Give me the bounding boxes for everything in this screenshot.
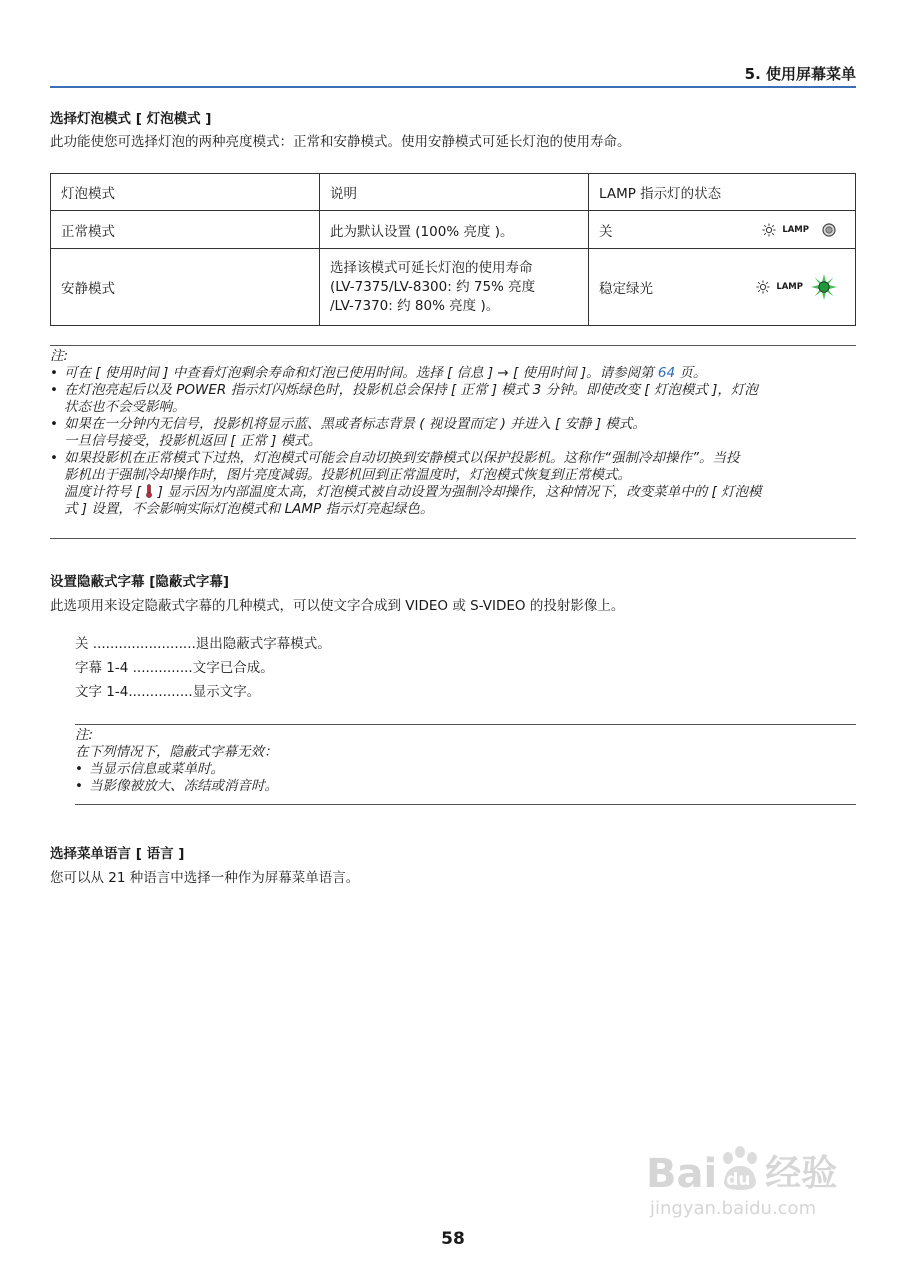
watermark [646, 1150, 837, 1219]
header-cell: 灯泡模式 [51, 174, 320, 211]
lamp-label: LAMP [776, 282, 803, 292]
section-intro-language: 您可以从 21 种语言中选择一种作为屏幕菜单语言。 [50, 870, 360, 886]
table-header-row [51, 174, 856, 211]
status-text: 关 [599, 223, 613, 240]
option-line: 字幕 1-4 ..............文字已合成。 [75, 660, 274, 676]
bullet: • [50, 382, 58, 398]
note-label: 注: [75, 727, 94, 743]
header-cell: 说明 [320, 174, 589, 211]
note-intro: 在下列情况下，隐蔽式字幕无效： [75, 744, 278, 760]
watermark-paw-text: du [726, 1170, 751, 1190]
status-cell [589, 249, 856, 326]
status-cell [589, 211, 856, 249]
section-title-lamp-mode: 选择灯泡模式 [ 灯泡模式 ] [50, 111, 212, 127]
page-number: 58 [441, 1229, 465, 1249]
section-title-closed-caption: 设置隐蔽式字幕 [隐蔽式字幕] [50, 574, 230, 590]
section-title-language: 选择菜单语言 [ 语言 ] [50, 846, 185, 862]
table-row [51, 249, 856, 326]
note-text: 可在 [ 使用时间 ] 中查看灯泡剩余寿命和灯泡已使用时间。选择 [ 信息 ] → [ 使用时间 ]。请参阅第 [64, 365, 658, 381]
list-item [75, 778, 856, 795]
watermark-brand: Bai [646, 1151, 718, 1197]
lamp-mode-table [50, 173, 856, 326]
option-line: 关 ........................退出隐蔽式字幕模式。 [75, 636, 331, 652]
desc-cell: 此为默认设置 (100% 亮度 )。 [320, 211, 589, 249]
bullet: • [50, 450, 58, 466]
list-item [50, 416, 856, 450]
paw-icon [717, 1150, 763, 1194]
note-line: 如果投影机在正常模式下过热，灯泡模式可能会自动切换到安静模式以保护投影机。这称作“强制冷却操作”。当投 [64, 450, 740, 466]
desc-cell [320, 249, 589, 326]
note-line: 式 ] 设置，不会影响实际灯泡模式和 LAMP 指示灯亮起绿色。 [64, 501, 434, 517]
note-label: 注: [50, 348, 69, 364]
bullet: • [75, 778, 83, 794]
desc-line: 选择该模式可延长灯泡的使用寿命 [330, 259, 533, 276]
status-text: 稳定绿光 [599, 281, 653, 297]
sun-icon [756, 280, 770, 294]
note-line: 如果在一分钟内无信号，投影机将显示蓝、黑或者标志背景 ( 视设置而定 ) 并进入 [ 安静 ] 模式。 [64, 416, 646, 432]
note-line [64, 484, 856, 501]
lamp-off-indicator-icon [821, 222, 837, 238]
note-box-lamp-mode [50, 345, 856, 539]
option-line: 文字 1-4...............显示文字。 [75, 684, 261, 700]
sun-icon [762, 223, 776, 237]
list-item [75, 761, 856, 778]
list-item [50, 450, 856, 518]
page-link[interactable]: 64 [657, 365, 676, 381]
bullet: • [50, 416, 58, 432]
lamp-label: LAMP [782, 224, 809, 235]
bullet: • [75, 761, 83, 777]
note-text: 页。 [675, 365, 707, 381]
section-intro-closed-caption: 此选项用来设定隐蔽式字幕的几种模式，可以使文字合成到 VIDEO 或 S-VIDEO 的投射影像上。 [50, 598, 625, 614]
header-cell: LAMP 指示灯的状态 [589, 174, 856, 211]
note-box-closed-caption [75, 724, 856, 805]
note-text: 温度计符号 [ [64, 484, 146, 500]
watermark-url: jingyan.baidu.com [650, 1198, 817, 1219]
note-line: 在灯泡亮起后以及 POWER 指示灯闪烁绿色时，投影机总会保持 [ 正常 ] 模式 3 分钟。即使改变 [ 灯泡模式 ]，灯泡 [64, 382, 758, 398]
note-line: 一旦信号接受，投影机返回 [ 正常 ] 模式。 [64, 433, 322, 449]
watermark-cn: 经验 [765, 1153, 838, 1194]
chapter-header: 5. 使用屏幕菜单 [50, 62, 856, 88]
mode-cell: 安静模式 [51, 249, 320, 326]
list-item [50, 365, 856, 382]
lamp-green-indicator-icon [811, 274, 837, 300]
section-intro-lamp-mode: 此功能使您可选择灯泡的两种亮度模式：正常和安静模式。使用安静模式可延长灯泡的使用寿命。 [50, 134, 631, 150]
note-text: 当影像被放大、冻结或消音时。 [89, 778, 278, 794]
bullet: • [50, 365, 58, 381]
desc-line: /LV-7370: 约 80% 亮度 )。 [330, 297, 500, 314]
list-item [50, 382, 856, 416]
desc-line: (LV-7375/LV-8300: 约 75% 亮度 [330, 278, 536, 295]
note-line: 影机出于强制冷却操作时，图片亮度减弱。投影机回到正常温度时，灯泡模式恢复到正常模式。 [64, 467, 631, 483]
note-text: 当显示信息或菜单时。 [89, 761, 224, 777]
note-text: ] 显示因为内部温度太高，灯泡模式被自动设置为强制冷却操作，这种情况下，改变菜单中的 [ 灯泡模 [153, 484, 762, 500]
table-row [51, 211, 856, 249]
note-line: 状态也不会受影响。 [64, 399, 186, 415]
mode-cell: 正常模式 [51, 211, 320, 249]
